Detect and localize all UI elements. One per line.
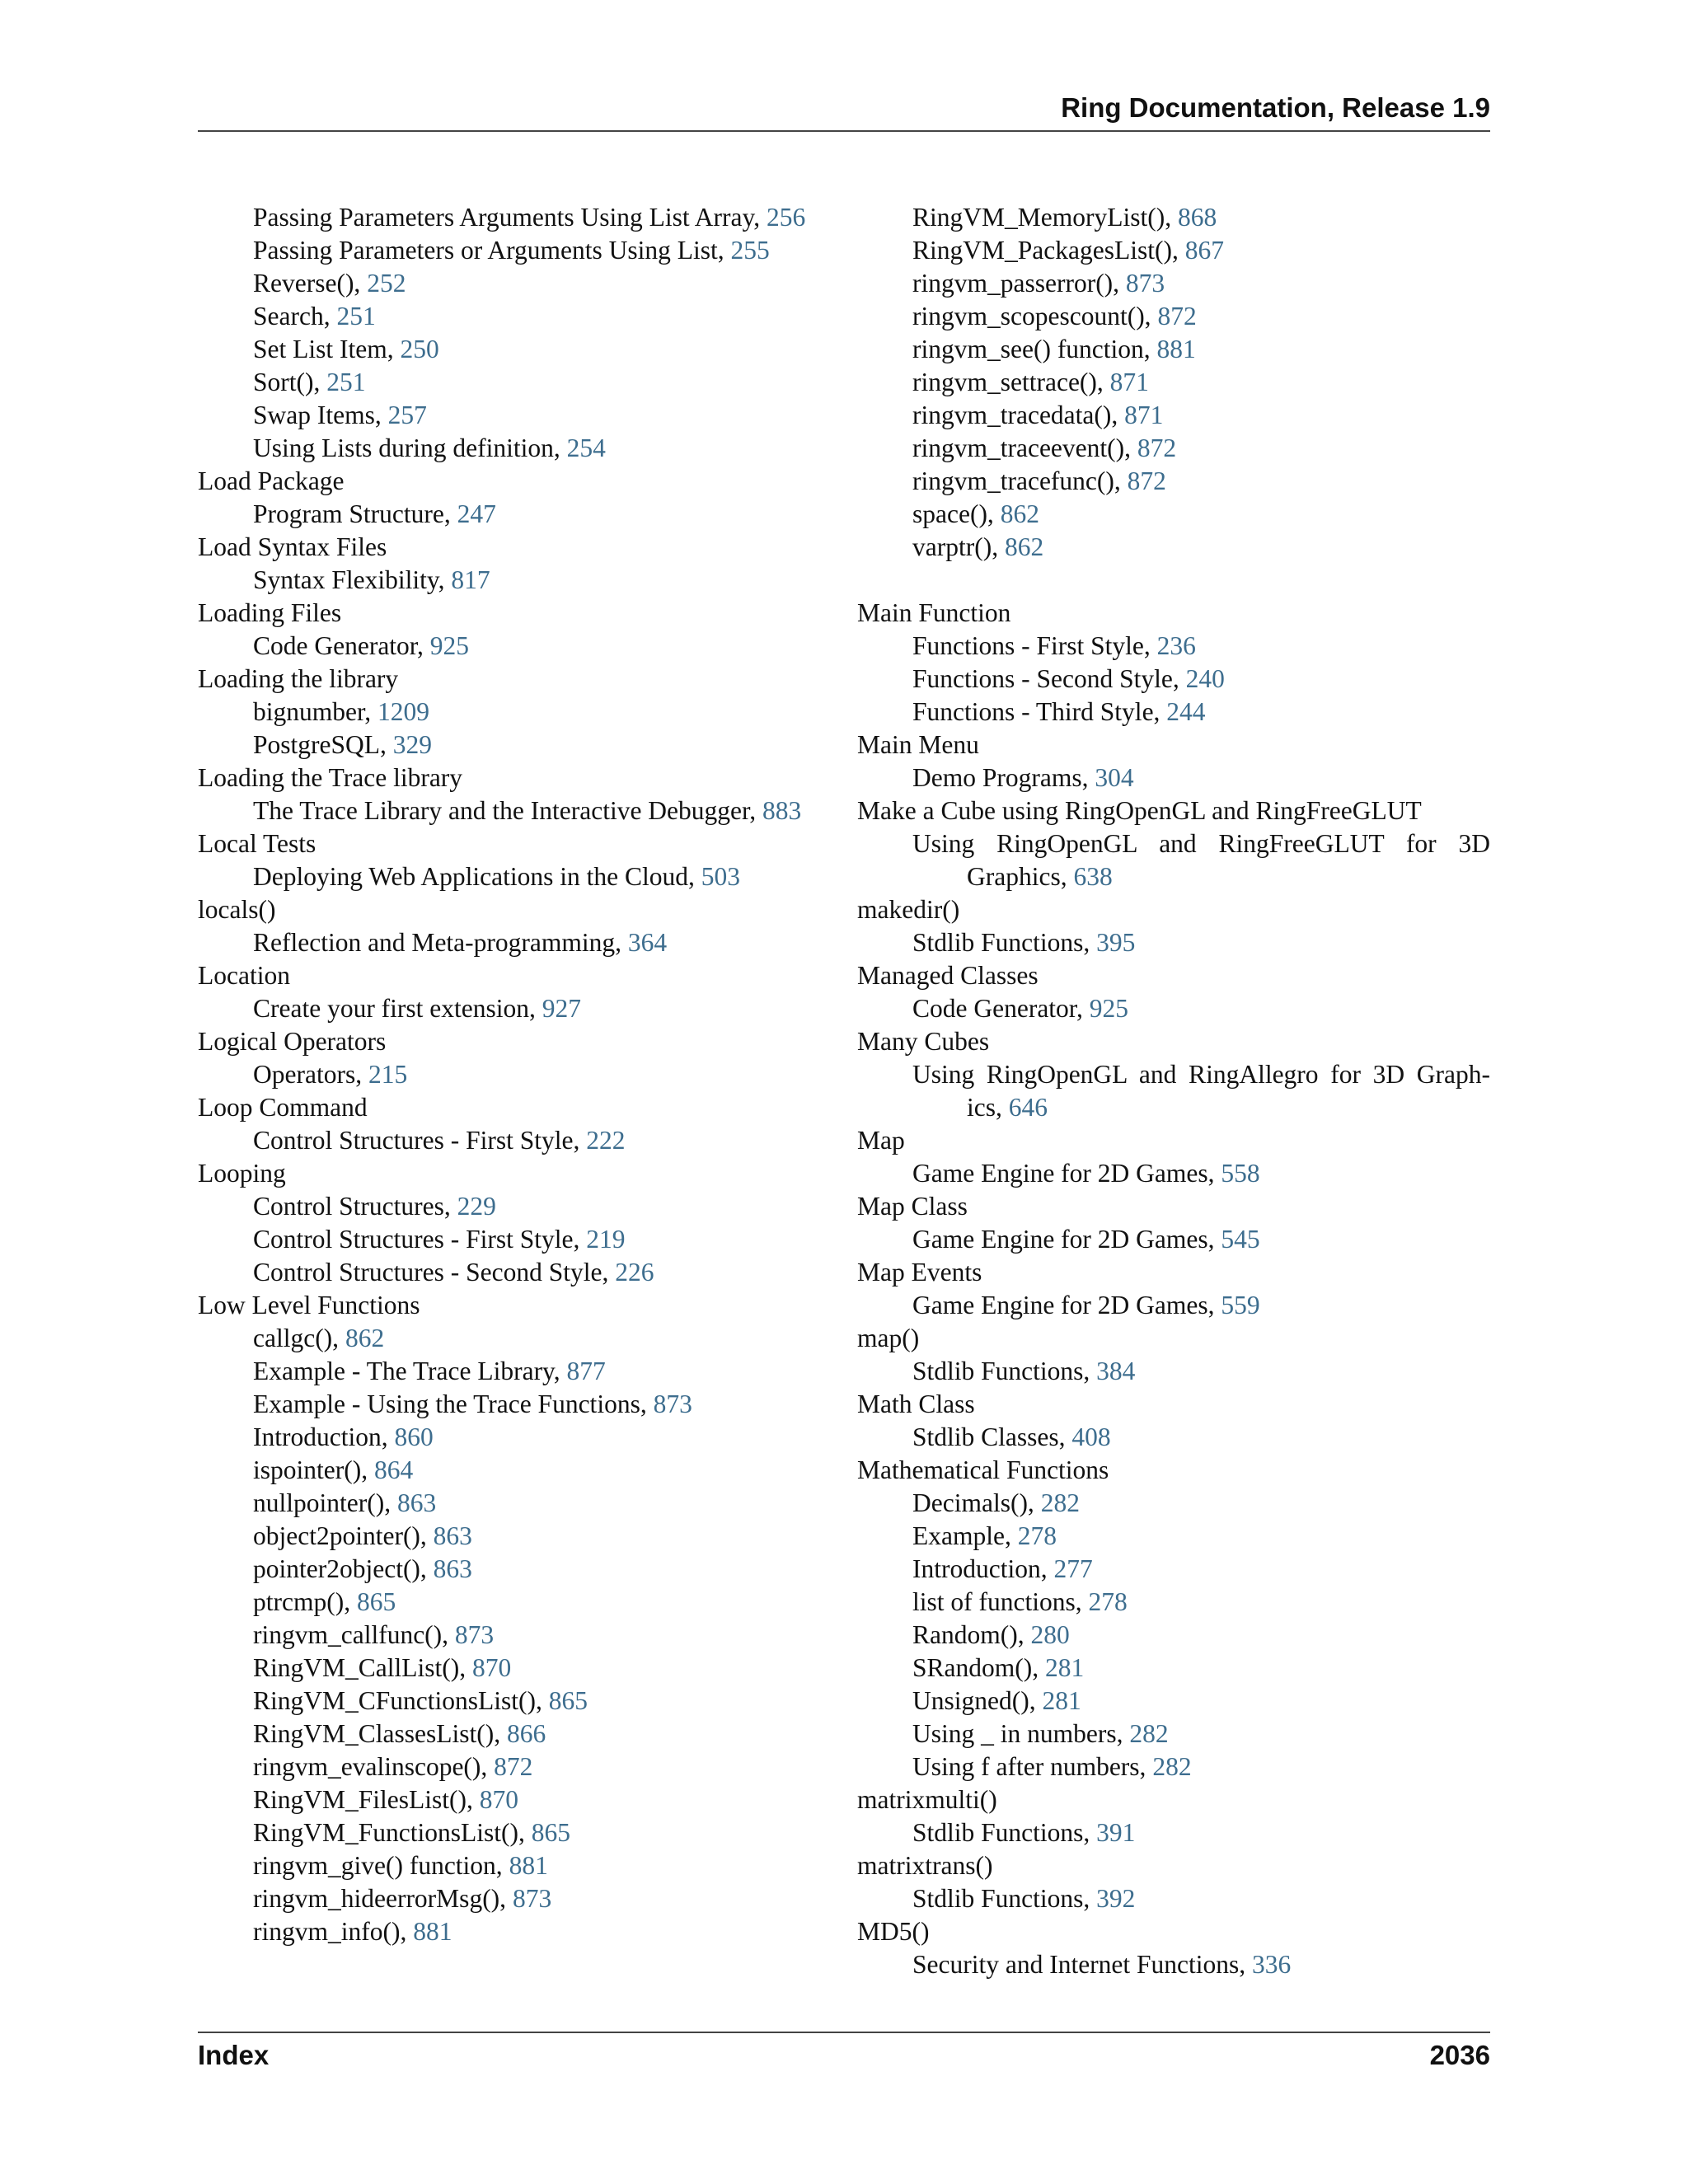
index-subentry	[198, 1223, 832, 1256]
index-subentry	[857, 663, 1490, 696]
index-entry-text: Syntax Flexibility,	[253, 565, 445, 594]
index-subentry	[198, 1124, 832, 1157]
page-number-link[interactable]: 881	[1156, 335, 1196, 363]
index-entry-text: nullpointer(),	[253, 1488, 392, 1517]
index-entry-text: Control Structures,	[253, 1192, 451, 1221]
index-subentry	[857, 1157, 1490, 1190]
index-entry-text: Set List Item,	[253, 335, 394, 363]
index-entry-text: ringvm_traceevent(),	[912, 434, 1131, 462]
page-number-link[interactable]: 391	[1096, 1818, 1136, 1847]
index-column-right	[857, 201, 1490, 1981]
index-heading	[198, 1025, 832, 1058]
index-subentry	[857, 1586, 1490, 1619]
page-number-link[interactable]: 871	[1124, 401, 1164, 429]
index-heading	[198, 893, 832, 926]
index-subentry	[198, 366, 832, 399]
index-entry-text: Game Engine for 2D Games,	[912, 1291, 1215, 1319]
index-subentry	[857, 531, 1490, 564]
page-number-link[interactable]: 873	[512, 1884, 552, 1913]
index-entry-text: RingVM_FilesList(),	[253, 1785, 473, 1814]
index-subentry	[198, 1190, 832, 1223]
page-number-link[interactable]: 304	[1095, 763, 1134, 792]
index-entry-text: locals()	[198, 895, 276, 924]
index-entry-text: ringvm_tracefunc(),	[912, 466, 1121, 495]
page-number-link[interactable]: 336	[1252, 1950, 1292, 1979]
page-number-link[interactable]: 240	[1185, 664, 1225, 693]
index-heading	[857, 1124, 1490, 1157]
page-number-link[interactable]: 863	[396, 1488, 437, 1517]
page-number-link[interactable]: 392	[1096, 1884, 1136, 1913]
index-entry-text: Example - Using the Trace Functions,	[253, 1390, 647, 1418]
page-number-link[interactable]: 545	[1221, 1225, 1260, 1254]
page-number-link[interactable]: 862	[1000, 499, 1039, 528]
index-entry-text: Loading the library	[198, 664, 399, 693]
page-number-link[interactable]: 329	[392, 730, 433, 759]
index-subentry	[857, 465, 1490, 498]
page-number-link[interactable]: 244	[1166, 697, 1206, 726]
page-number-link[interactable]: 408	[1071, 1422, 1111, 1451]
index-entry-text: Main Menu	[857, 730, 979, 759]
index-entry-text: space(),	[912, 499, 994, 528]
index-entry-text: SRandom(),	[912, 1653, 1039, 1682]
index-heading	[857, 1322, 1490, 1355]
index-subentry	[198, 1520, 832, 1553]
index-subentry	[857, 201, 1490, 234]
index-entry-text: Using RingOpenGL and RingFreeGLUT for 3D Graphics,	[912, 829, 1490, 891]
index-subentry	[198, 1849, 832, 1882]
index-entry-text: Low Level Functions	[198, 1291, 420, 1319]
page-number-link[interactable]: 872	[1157, 302, 1197, 330]
index-entry-text: ringvm_info(),	[253, 1917, 407, 1946]
index-entry-text: Demo Programs,	[912, 763, 1089, 792]
index-subentry	[857, 1750, 1490, 1783]
page-number-link[interactable]: 873	[653, 1390, 692, 1418]
index-subentry	[857, 992, 1490, 1025]
page-number-link[interactable]: 865	[356, 1587, 396, 1616]
page-number-link[interactable]: 872	[1127, 466, 1166, 495]
index-entry-text: Main Function	[857, 598, 1011, 627]
index-subentry	[857, 432, 1490, 465]
page-number-link[interactable]: 222	[586, 1126, 626, 1155]
index-entry-text: ringvm_hideerrorMsg(),	[253, 1884, 507, 1913]
index-subentry	[857, 399, 1490, 432]
index-entry-text: Functions - Third Style,	[912, 697, 1160, 726]
footer-divider	[198, 2032, 1490, 2033]
page-number-link[interactable]: 254	[566, 434, 606, 462]
page-number-link[interactable]: 860	[394, 1422, 434, 1451]
index-entry-text: ringvm_give() function,	[253, 1851, 503, 1880]
index-heading	[857, 1388, 1490, 1421]
index-heading	[198, 1289, 832, 1322]
index-entry-text: Search,	[253, 302, 331, 330]
page-number-link[interactable]: 1209	[377, 697, 429, 726]
index-entry-text: Using _ in numbers,	[912, 1719, 1123, 1748]
page-number-link[interactable]: 865	[531, 1818, 571, 1847]
index-subentry	[857, 1948, 1490, 1981]
index-subentry	[857, 1289, 1490, 1322]
page-number-link[interactable]: 215	[368, 1060, 408, 1089]
index-subentry	[857, 300, 1490, 333]
page-number-link[interactable]: 281	[1042, 1686, 1081, 1715]
index-heading	[857, 1849, 1490, 1882]
page-number-link[interactable]: 229	[457, 1192, 496, 1221]
index-entry-text: Math Class	[857, 1390, 975, 1418]
page-number-link[interactable]: 280	[1030, 1620, 1070, 1649]
index-heading	[198, 663, 832, 696]
index-entry-text: Managed Classes	[857, 961, 1039, 990]
index-entry-text: Code Generator,	[253, 631, 424, 660]
index-subentry	[857, 1058, 1490, 1124]
page-number-link[interactable]: 872	[494, 1752, 533, 1781]
index-heading	[857, 1025, 1490, 1058]
page-number-link[interactable]: 251	[336, 302, 376, 330]
index-heading	[198, 531, 832, 564]
page-number-link[interactable]: 873	[1125, 269, 1165, 298]
index-subentry	[198, 1355, 832, 1388]
index-entry-text: Passing Parameters or Arguments Using List,	[253, 236, 724, 265]
index-subentry	[857, 234, 1490, 267]
index-spacer	[857, 564, 1490, 597]
index-entry-text: ringvm_passerror(),	[912, 269, 1120, 298]
page-number-link[interactable]: 503	[701, 862, 740, 891]
index-entry-text: ptrcmp(),	[253, 1587, 351, 1616]
index-heading	[198, 959, 832, 992]
index-entry-text: Stdlib Functions,	[912, 1818, 1090, 1847]
index-entry-text: makedir()	[857, 895, 960, 924]
page-header-title: Ring Documentation, Release 1.9	[1061, 92, 1490, 123]
index-entry-text: Code Generator,	[912, 994, 1083, 1023]
index-subentry	[198, 1553, 832, 1586]
index-subentry	[198, 1256, 832, 1289]
index-subentry	[198, 1882, 832, 1915]
index-subentry	[198, 1322, 832, 1355]
page-number-link[interactable]: 256	[766, 203, 806, 232]
index-subentry	[857, 1685, 1490, 1718]
index-subentry	[198, 564, 832, 597]
index-entry-text: varptr(),	[912, 532, 999, 561]
index-subentry	[198, 630, 832, 663]
index-heading	[198, 597, 832, 630]
index-heading	[857, 794, 1490, 827]
page-number-link[interactable]: 278	[1017, 1521, 1057, 1550]
index-entry-text: Functions - First Style,	[912, 631, 1151, 660]
index-subentry	[198, 860, 832, 893]
index-entry-text: RingVM_CallList(),	[253, 1653, 467, 1682]
index-subentry	[198, 498, 832, 531]
index-entry-text: The Trace Library and the Interactive Debugger,	[253, 796, 757, 825]
index-heading	[857, 729, 1490, 762]
index-entry-text: ringvm_settrace(),	[912, 368, 1104, 396]
index-entry-text: matrixtrans()	[857, 1851, 993, 1880]
index-entry-text: object2pointer(),	[253, 1521, 427, 1550]
index-entry-text: Functions - Second Style,	[912, 664, 1179, 693]
index-entry-text: Security and Internet Functions,	[912, 1950, 1246, 1979]
index-subentry	[198, 794, 832, 827]
index-heading	[857, 1190, 1490, 1223]
index-subentry	[857, 1718, 1490, 1750]
index-subentry	[857, 1421, 1490, 1454]
page-number-link[interactable]: 865	[548, 1686, 588, 1715]
page-number-link[interactable]: 559	[1221, 1291, 1260, 1319]
index-entry-text: Game Engine for 2D Games,	[912, 1225, 1215, 1254]
index-entry-text: Local Tests	[198, 829, 316, 858]
page-number-link[interactable]: 282	[1152, 1752, 1192, 1781]
index-entry-text: RingVM_CFunctionsList(),	[253, 1686, 542, 1715]
index-subentry	[198, 1816, 832, 1849]
index-subentry	[198, 201, 832, 234]
page-number-link[interactable]: 558	[1221, 1159, 1260, 1188]
index-subentry	[198, 300, 832, 333]
page-number-link[interactable]: 872	[1137, 434, 1177, 462]
page-number-link[interactable]: 251	[326, 368, 366, 396]
index-subentry	[198, 1388, 832, 1421]
index-entry-text: RingVM_FunctionsList(),	[253, 1818, 525, 1847]
index-entry-text: Looping	[198, 1159, 286, 1188]
index-entry-text: Operators,	[253, 1060, 363, 1089]
index-subentry	[198, 696, 832, 729]
index-entry-text: RingVM_PackagesList(),	[912, 236, 1179, 265]
page-number-link[interactable]: 862	[1004, 532, 1044, 561]
page-number-link[interactable]: 868	[1177, 203, 1217, 232]
index-entry-text: Using RingOpenGL and RingAllegro for 3D Graph- ics,	[912, 1060, 1490, 1122]
index-subentry	[198, 1619, 832, 1652]
index-heading	[857, 959, 1490, 992]
index-heading	[198, 1157, 832, 1190]
page-number-link[interactable]: 282	[1129, 1719, 1169, 1748]
index-subentry	[198, 1915, 832, 1948]
page-number-link[interactable]: 236	[1156, 631, 1196, 660]
index-entry-text: Create your first extension,	[253, 994, 536, 1023]
index-entry-text: Passing Parameters Arguments Using List Array,	[253, 203, 761, 232]
index-entry-text: Stdlib Functions,	[912, 1884, 1090, 1913]
page-number-link[interactable]: 927	[542, 994, 582, 1023]
index-heading	[857, 1915, 1490, 1948]
index-entry-text: list of functions,	[912, 1587, 1082, 1616]
index-entry-text: Load Package	[198, 466, 345, 495]
page-number-link[interactable]: 867	[1184, 236, 1224, 265]
index-subentry	[198, 1652, 832, 1685]
index-entry-text: Introduction,	[253, 1422, 388, 1451]
page-number-link[interactable]: 247	[457, 499, 496, 528]
page-number-link[interactable]: 871	[1109, 368, 1149, 396]
page-number-link[interactable]: 817	[451, 565, 490, 594]
header-divider	[198, 130, 1490, 132]
index-entry-text: Random(),	[912, 1620, 1025, 1649]
page-number-link[interactable]: 250	[400, 335, 439, 363]
index-entry-text: Map Events	[857, 1258, 982, 1286]
index-entry-text: Decimals(),	[912, 1488, 1034, 1517]
index-subentry	[857, 1652, 1490, 1685]
index-entry-text: Many Cubes	[857, 1027, 990, 1056]
page-number-link[interactable]: 257	[387, 401, 427, 429]
page-number-link[interactable]: 863	[433, 1554, 472, 1583]
index-entry-text: Introduction,	[912, 1554, 1048, 1583]
page-number-link[interactable]: 862	[345, 1324, 385, 1352]
index-entry-text: Loop Command	[198, 1093, 368, 1122]
index-subentry	[857, 1487, 1490, 1520]
page-number-link[interactable]: 883	[762, 796, 802, 825]
page-number-link[interactable]: 881	[413, 1917, 452, 1946]
index-subentry	[198, 1487, 832, 1520]
index-entry-text: Deploying Web Applications in the Cloud,	[253, 862, 695, 891]
index-entry-text: ringvm_tracedata(),	[912, 401, 1118, 429]
index-entry-text: Example - The Trace Library,	[253, 1357, 560, 1385]
index-entry-text: Location	[198, 961, 290, 990]
index-subentry	[857, 696, 1490, 729]
index-subentry	[198, 926, 832, 959]
page-number-link[interactable]: 255	[730, 236, 770, 265]
index-subentry	[198, 1783, 832, 1816]
page-number-link[interactable]: 384	[1096, 1357, 1136, 1385]
index-subentry	[198, 1685, 832, 1718]
footer-page-number: 2036	[1429, 2040, 1490, 2070]
index-subentry	[857, 498, 1490, 531]
page-number-link[interactable]: 925	[1089, 994, 1129, 1023]
index-entry-text: Loading the Trace library	[198, 763, 463, 792]
index-entry-text: Stdlib Functions,	[912, 1357, 1090, 1385]
index-entry-text: matrixmulti()	[857, 1785, 997, 1814]
index-subentry	[857, 762, 1490, 794]
index-entry-text: Reflection and Meta-programming,	[253, 928, 621, 957]
index-entry-text: callgc(),	[253, 1324, 340, 1352]
page-number-link[interactable]: 873	[454, 1620, 495, 1649]
index-subentry	[857, 1223, 1490, 1256]
index-entry-text: Control Structures - Second Style,	[253, 1258, 609, 1286]
page-number-link[interactable]: 278	[1088, 1587, 1128, 1616]
index-subentry	[198, 432, 832, 465]
index-subentry	[198, 729, 832, 762]
page-number-link[interactable]: 870	[479, 1785, 519, 1814]
index-entry-text: RingVM_ClassesList(),	[253, 1719, 501, 1748]
page-number-link[interactable]: 881	[509, 1851, 548, 1880]
index-subentry	[857, 267, 1490, 300]
page-number-link[interactable]: 870	[472, 1653, 512, 1682]
page-number-link[interactable]: 282	[1040, 1488, 1080, 1517]
index-entry-text: Stdlib Functions,	[912, 928, 1090, 957]
index-entry-text: ringvm_see() function,	[912, 335, 1151, 363]
index-subentry	[198, 1718, 832, 1750]
page-number-link[interactable]: 864	[373, 1455, 414, 1484]
index-heading	[857, 1783, 1490, 1816]
page-number-link[interactable]: 877	[566, 1357, 606, 1385]
index-subentry	[198, 1586, 832, 1619]
index-subentry	[198, 1058, 832, 1091]
index-heading	[857, 1454, 1490, 1487]
index-subentry	[857, 1520, 1490, 1553]
index-entry-text: Map	[857, 1126, 905, 1155]
index-heading	[198, 1091, 832, 1124]
page-number-link[interactable]: 638	[1073, 862, 1113, 891]
index-entry-text: Sort(),	[253, 368, 321, 396]
index-subentry	[198, 1454, 832, 1487]
index-entry-text: RingVM_MemoryList(),	[912, 203, 1172, 232]
index-heading	[198, 465, 832, 498]
index-entry-text: Reverse(),	[253, 269, 361, 298]
page-number-link[interactable]: 219	[586, 1225, 626, 1254]
index-subentry	[198, 267, 832, 300]
page-number-link[interactable]: 395	[1096, 928, 1136, 957]
index-heading	[857, 597, 1490, 630]
index-entry-text: Game Engine for 2D Games,	[912, 1159, 1215, 1188]
page-number-link[interactable]: 863	[433, 1521, 472, 1550]
index-subentry	[198, 1421, 832, 1454]
index-entry-text: Make a Cube using RingOpenGL and RingFreeGLUT	[857, 796, 1422, 825]
index-subentry	[857, 827, 1490, 893]
index-entry-text: ringvm_callfunc(),	[253, 1620, 449, 1649]
index-heading	[198, 827, 832, 860]
index-subentry	[857, 1882, 1490, 1915]
index-entry-text: Loading Files	[198, 598, 342, 627]
page-number-link[interactable]: 364	[627, 928, 668, 957]
index-subentry	[857, 1355, 1490, 1388]
index-subentry	[198, 333, 832, 366]
index-subentry	[857, 1553, 1490, 1586]
index-subentry	[857, 926, 1490, 959]
index-column-left	[198, 201, 832, 1948]
page-number-link[interactable]: 646	[1008, 1093, 1048, 1122]
index-subentry	[857, 366, 1490, 399]
index-heading	[857, 893, 1490, 926]
index-entry-text: pointer2object(),	[253, 1554, 427, 1583]
index-entry-text: Map Class	[857, 1192, 968, 1221]
index-entry-text: Mathematical Functions	[857, 1455, 1109, 1484]
index-entry-text: Logical Operators	[198, 1027, 387, 1056]
index-subentry	[198, 399, 832, 432]
page-number-link[interactable]: 925	[429, 631, 470, 660]
index-subentry	[198, 234, 832, 267]
index-subentry	[857, 1619, 1490, 1652]
index-heading	[198, 762, 832, 794]
index-entry-text: Program Structure,	[253, 499, 451, 528]
index-entry-text: Load Syntax Files	[198, 532, 387, 561]
index-entry-text: map()	[857, 1324, 920, 1352]
index-entry-text: Example,	[912, 1521, 1011, 1550]
page-number-link[interactable]: 226	[615, 1258, 654, 1286]
index-entry-text: PostgreSQL,	[253, 730, 387, 759]
page-number-link[interactable]: 252	[367, 269, 406, 298]
index-entry-text: Stdlib Classes,	[912, 1422, 1066, 1451]
index-subentry	[857, 1816, 1490, 1849]
index-entry-text: Swap Items,	[253, 401, 382, 429]
index-entry-text: Control Structures - First Style,	[253, 1126, 580, 1155]
index-subentry	[857, 630, 1490, 663]
index-subentry	[198, 1750, 832, 1783]
page-number-link[interactable]: 281	[1045, 1653, 1085, 1682]
index-entry-text: Using Lists during definition,	[253, 434, 560, 462]
page-number-link[interactable]: 277	[1053, 1554, 1093, 1583]
index-entry-text: MD5()	[857, 1917, 930, 1946]
index-entry-text: Unsigned(),	[912, 1686, 1036, 1715]
index-subentry	[857, 333, 1490, 366]
index-entry-text: ispointer(),	[253, 1455, 368, 1484]
index-entry-text: Using f after numbers,	[912, 1752, 1146, 1781]
index-entry-text: ringvm_scopescount(),	[912, 302, 1151, 330]
index-entry-text: bignumber,	[253, 697, 372, 726]
index-entry-text: Control Structures - First Style,	[253, 1225, 580, 1254]
index-heading	[857, 1256, 1490, 1289]
index-subentry	[198, 992, 832, 1025]
index-entry-text: ringvm_evalinscope(),	[253, 1752, 488, 1781]
page-number-link[interactable]: 866	[507, 1719, 546, 1748]
footer-section-label: Index	[198, 2040, 270, 2070]
